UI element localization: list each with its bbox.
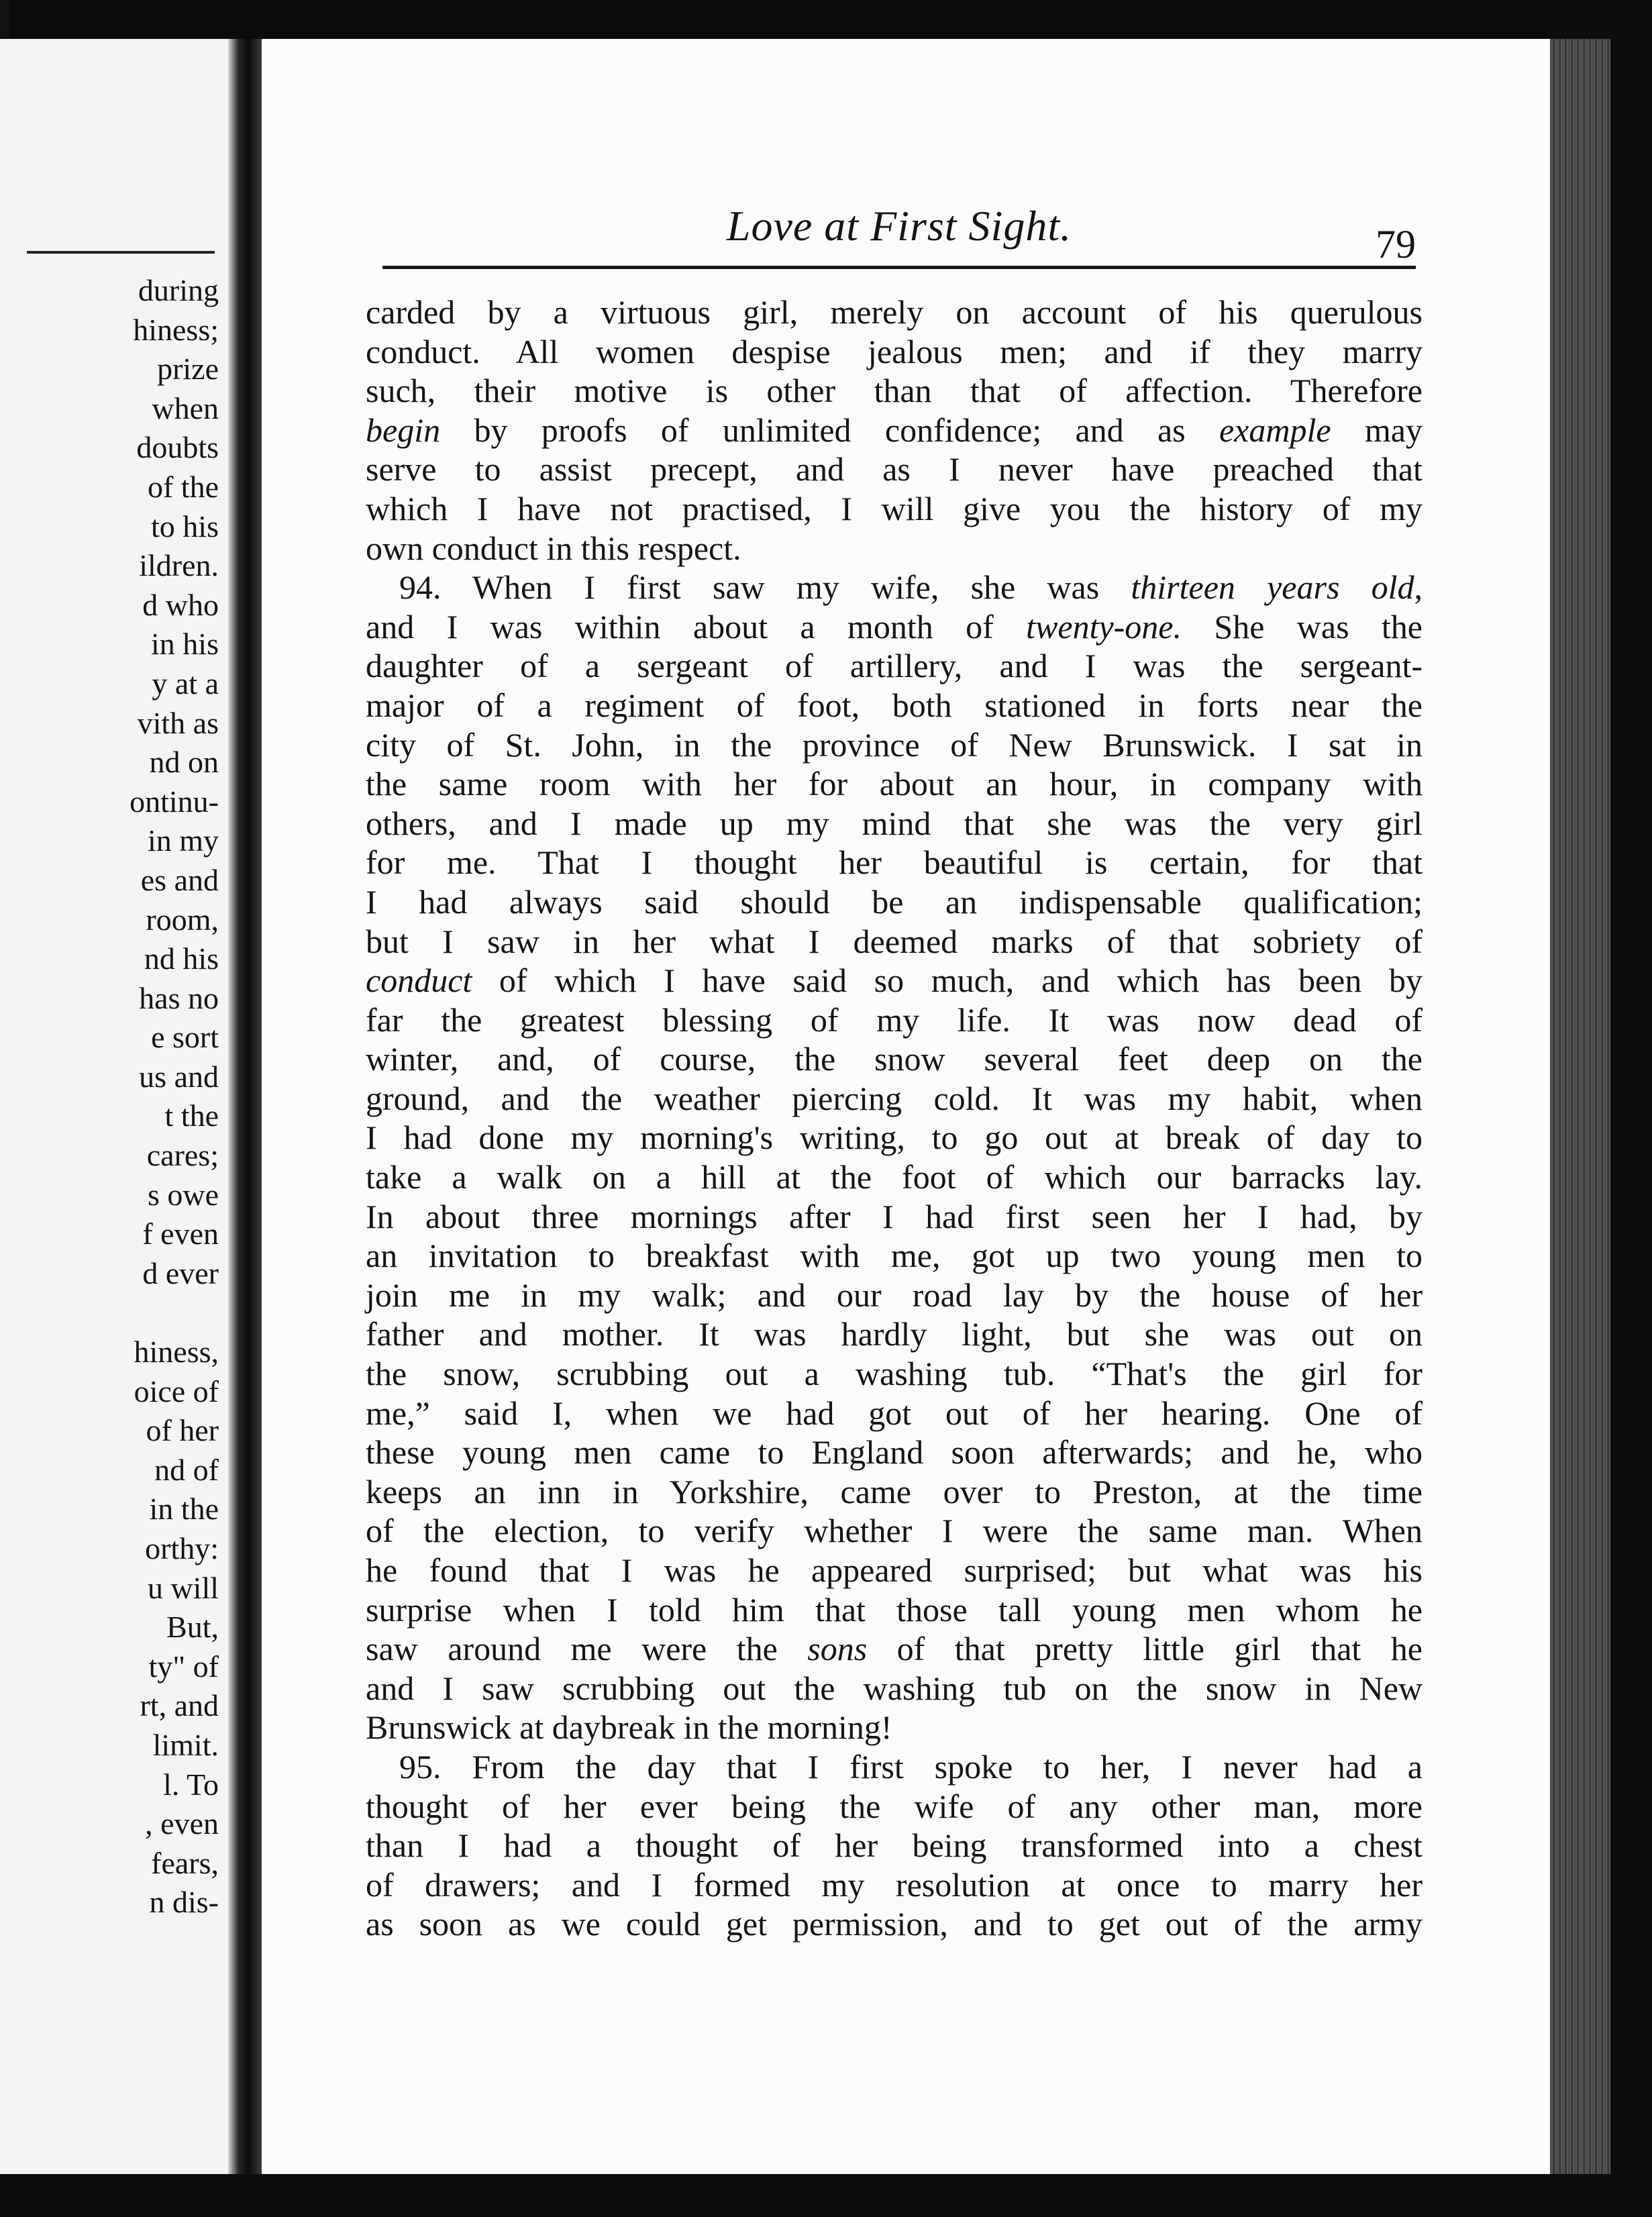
left-page-line: d who: [142, 587, 219, 622]
text-line: but I saw in her what I deemed marks of that sobriety of: [366, 922, 1423, 960]
left-page-line: n dis-: [149, 1885, 219, 1920]
left-page-line: to his: [151, 509, 219, 544]
scan-bottom-border: [0, 2174, 1652, 2217]
text-line: for me. That I thought her beautiful is certain, for that: [366, 843, 1423, 882]
text-line: 94. When I first saw my wife, she was thirteen years old,: [399, 568, 1423, 607]
body-text: [366, 293, 1423, 1944]
text-line: join me in my walk; and our road lay by the house of her: [366, 1276, 1423, 1314]
left-page-line: in the: [149, 1492, 219, 1527]
text-line: saw around me were the sons of that pretty little girl that he: [366, 1630, 1423, 1668]
text-line: he found that I was he appeared surprised; but what was his: [366, 1551, 1423, 1589]
text-line: Brunswick at daybreak in the morning!: [366, 1708, 892, 1747]
left-page-line: in my: [147, 823, 219, 858]
text-line: than I had a thought of her being transformed into a chest: [366, 1826, 1423, 1865]
left-page-line: cares;: [146, 1138, 219, 1173]
text-line: take a walk on a hill at the foot of which our barracks lay.: [366, 1158, 1423, 1196]
text-line: own conduct in this respect.: [366, 529, 741, 567]
text-line: conduct of which I have said so much, and which has been by: [366, 962, 1423, 1000]
text-line: thought of her ever being the wife of any other man, more: [366, 1787, 1423, 1825]
left-page-line: in his: [151, 627, 219, 662]
text-line: of drawers; and I formed my resolution at once to marry her: [366, 1865, 1423, 1904]
running-head: Love at First Sight.: [726, 202, 1072, 250]
text-line: serve to assist precept, and as I never have preached that: [366, 450, 1423, 488]
text-line: the snow, scrubbing out a washing tub. “That's the girl for: [366, 1355, 1423, 1393]
left-page-line: ty" of: [148, 1649, 219, 1684]
left-page-line: hiness;: [133, 312, 219, 347]
text-line: major of a regiment of foot, both stationed in forts near the: [366, 686, 1423, 724]
left-page-line: fears,: [151, 1845, 219, 1880]
text-line: an invitation to breakfast with me, got up two young men to: [366, 1237, 1423, 1275]
left-page-line: oice of: [134, 1374, 219, 1408]
text-line: I had done my morning's writing, to go out at break of day to: [366, 1119, 1423, 1157]
text-line: and I was within about a month of twenty-one. She was the: [366, 607, 1423, 646]
left-page-line: ontinu-: [130, 784, 219, 819]
text-line: father and mother. It was hardly light, but she was out on: [366, 1315, 1423, 1353]
left-page-rule: [27, 251, 215, 254]
left-page-line: of her: [146, 1413, 219, 1448]
left-page-line: of the: [147, 469, 219, 504]
left-page-line: us and: [139, 1059, 219, 1094]
left-page-line: u will: [147, 1570, 219, 1605]
text-line: In about three mornings after I had first seen her I had, by: [366, 1197, 1423, 1235]
left-page-line: room,: [146, 902, 219, 937]
left-page: [0, 39, 228, 2174]
left-page-line: limit.: [152, 1727, 219, 1762]
text-line: and I saw scrubbing out the washing tub on the snow in New: [366, 1669, 1423, 1707]
page-edges: [1550, 39, 1610, 2174]
left-page-line: has no: [139, 980, 219, 1015]
text-line: such, their motive is other than that of affection. Therefore: [366, 372, 1423, 410]
text-line: city of St. John, in the province of New Brunswick. I sat in: [366, 725, 1423, 764]
left-page-line: during: [138, 273, 219, 307]
text-line: winter, and, of course, the snow several feet deep on the: [366, 1040, 1423, 1078]
left-page-line: hiness,: [134, 1335, 219, 1370]
text-line: carded by a virtuous girl, merely on account of his querulous: [366, 293, 1423, 331]
left-page-line: s owe: [147, 1177, 219, 1212]
left-page-line: doubts: [136, 430, 219, 465]
left-page-line: [4, 1293, 219, 1333]
left-page-line: nd of: [154, 1452, 219, 1487]
text-line: daughter of a sergeant of artillery, and I was the sergeant-: [366, 647, 1423, 685]
text-line: me,” said I, when we had got out of her hearing. One of: [366, 1394, 1423, 1432]
text-line: the same room with her for about an hour, in company with: [366, 765, 1423, 803]
left-page-line: nd on: [149, 745, 219, 780]
text-line: begin by proofs of unlimited confidence; and as example may: [366, 411, 1423, 449]
text-line: far the greatest blessing of my life. It was now dead of: [366, 1000, 1423, 1039]
left-page-line: e sort: [151, 1020, 219, 1055]
book-gutter: [228, 39, 262, 2174]
text-line: keeps an inn in Yorkshire, came over to Preston, at the time: [366, 1472, 1423, 1510]
left-page-line: when: [152, 391, 219, 425]
text-line: conduct. All women despise jealous men; and if they marry: [366, 332, 1423, 370]
left-page-line: ildren.: [139, 548, 219, 583]
scan-right-border: [1610, 0, 1652, 2217]
left-page-line: d ever: [142, 1255, 219, 1290]
left-page-line: But,: [166, 1610, 219, 1645]
text-line: as soon as we could get permission, and to get out of the army: [366, 1905, 1423, 1943]
left-page-line: es and: [140, 862, 219, 897]
left-page-line: orthy:: [145, 1531, 219, 1565]
scan-top-border: [0, 0, 1652, 39]
left-page-line: rt, and: [140, 1688, 219, 1723]
left-page-line: t the: [164, 1098, 219, 1133]
header-rule: [382, 266, 1416, 269]
text-line: of the election, to verify whether I were the same man. When: [366, 1512, 1423, 1550]
text-line: others, and I made up my mind that she was the very girl: [366, 804, 1423, 842]
text-line: surprise when I told him that those tall young men whom he: [366, 1590, 1423, 1629]
text-line: which I have not practised, I will give you the history of my: [366, 489, 1423, 527]
text-line: 95. From the day that I first spoke to her, I never had a: [399, 1747, 1423, 1786]
text-line: these young men came to England soon afterwards; and he, who: [366, 1433, 1423, 1472]
text-line: I had always said should be an indispensable qualification;: [366, 882, 1423, 921]
left-page-line: l. To: [163, 1767, 219, 1802]
left-page-line: vith as: [137, 705, 219, 740]
left-page-line: f even: [142, 1217, 219, 1251]
left-page-line: y at a: [152, 666, 219, 701]
left-page-line: , even: [145, 1806, 219, 1841]
left-page-line: prize: [157, 352, 219, 386]
left-page-line: nd his: [144, 941, 219, 976]
page-number: 79: [1376, 222, 1416, 266]
text-line: ground, and the weather piercing cold. It was my habit, when: [366, 1079, 1423, 1117]
left-page-text: [4, 271, 219, 1922]
